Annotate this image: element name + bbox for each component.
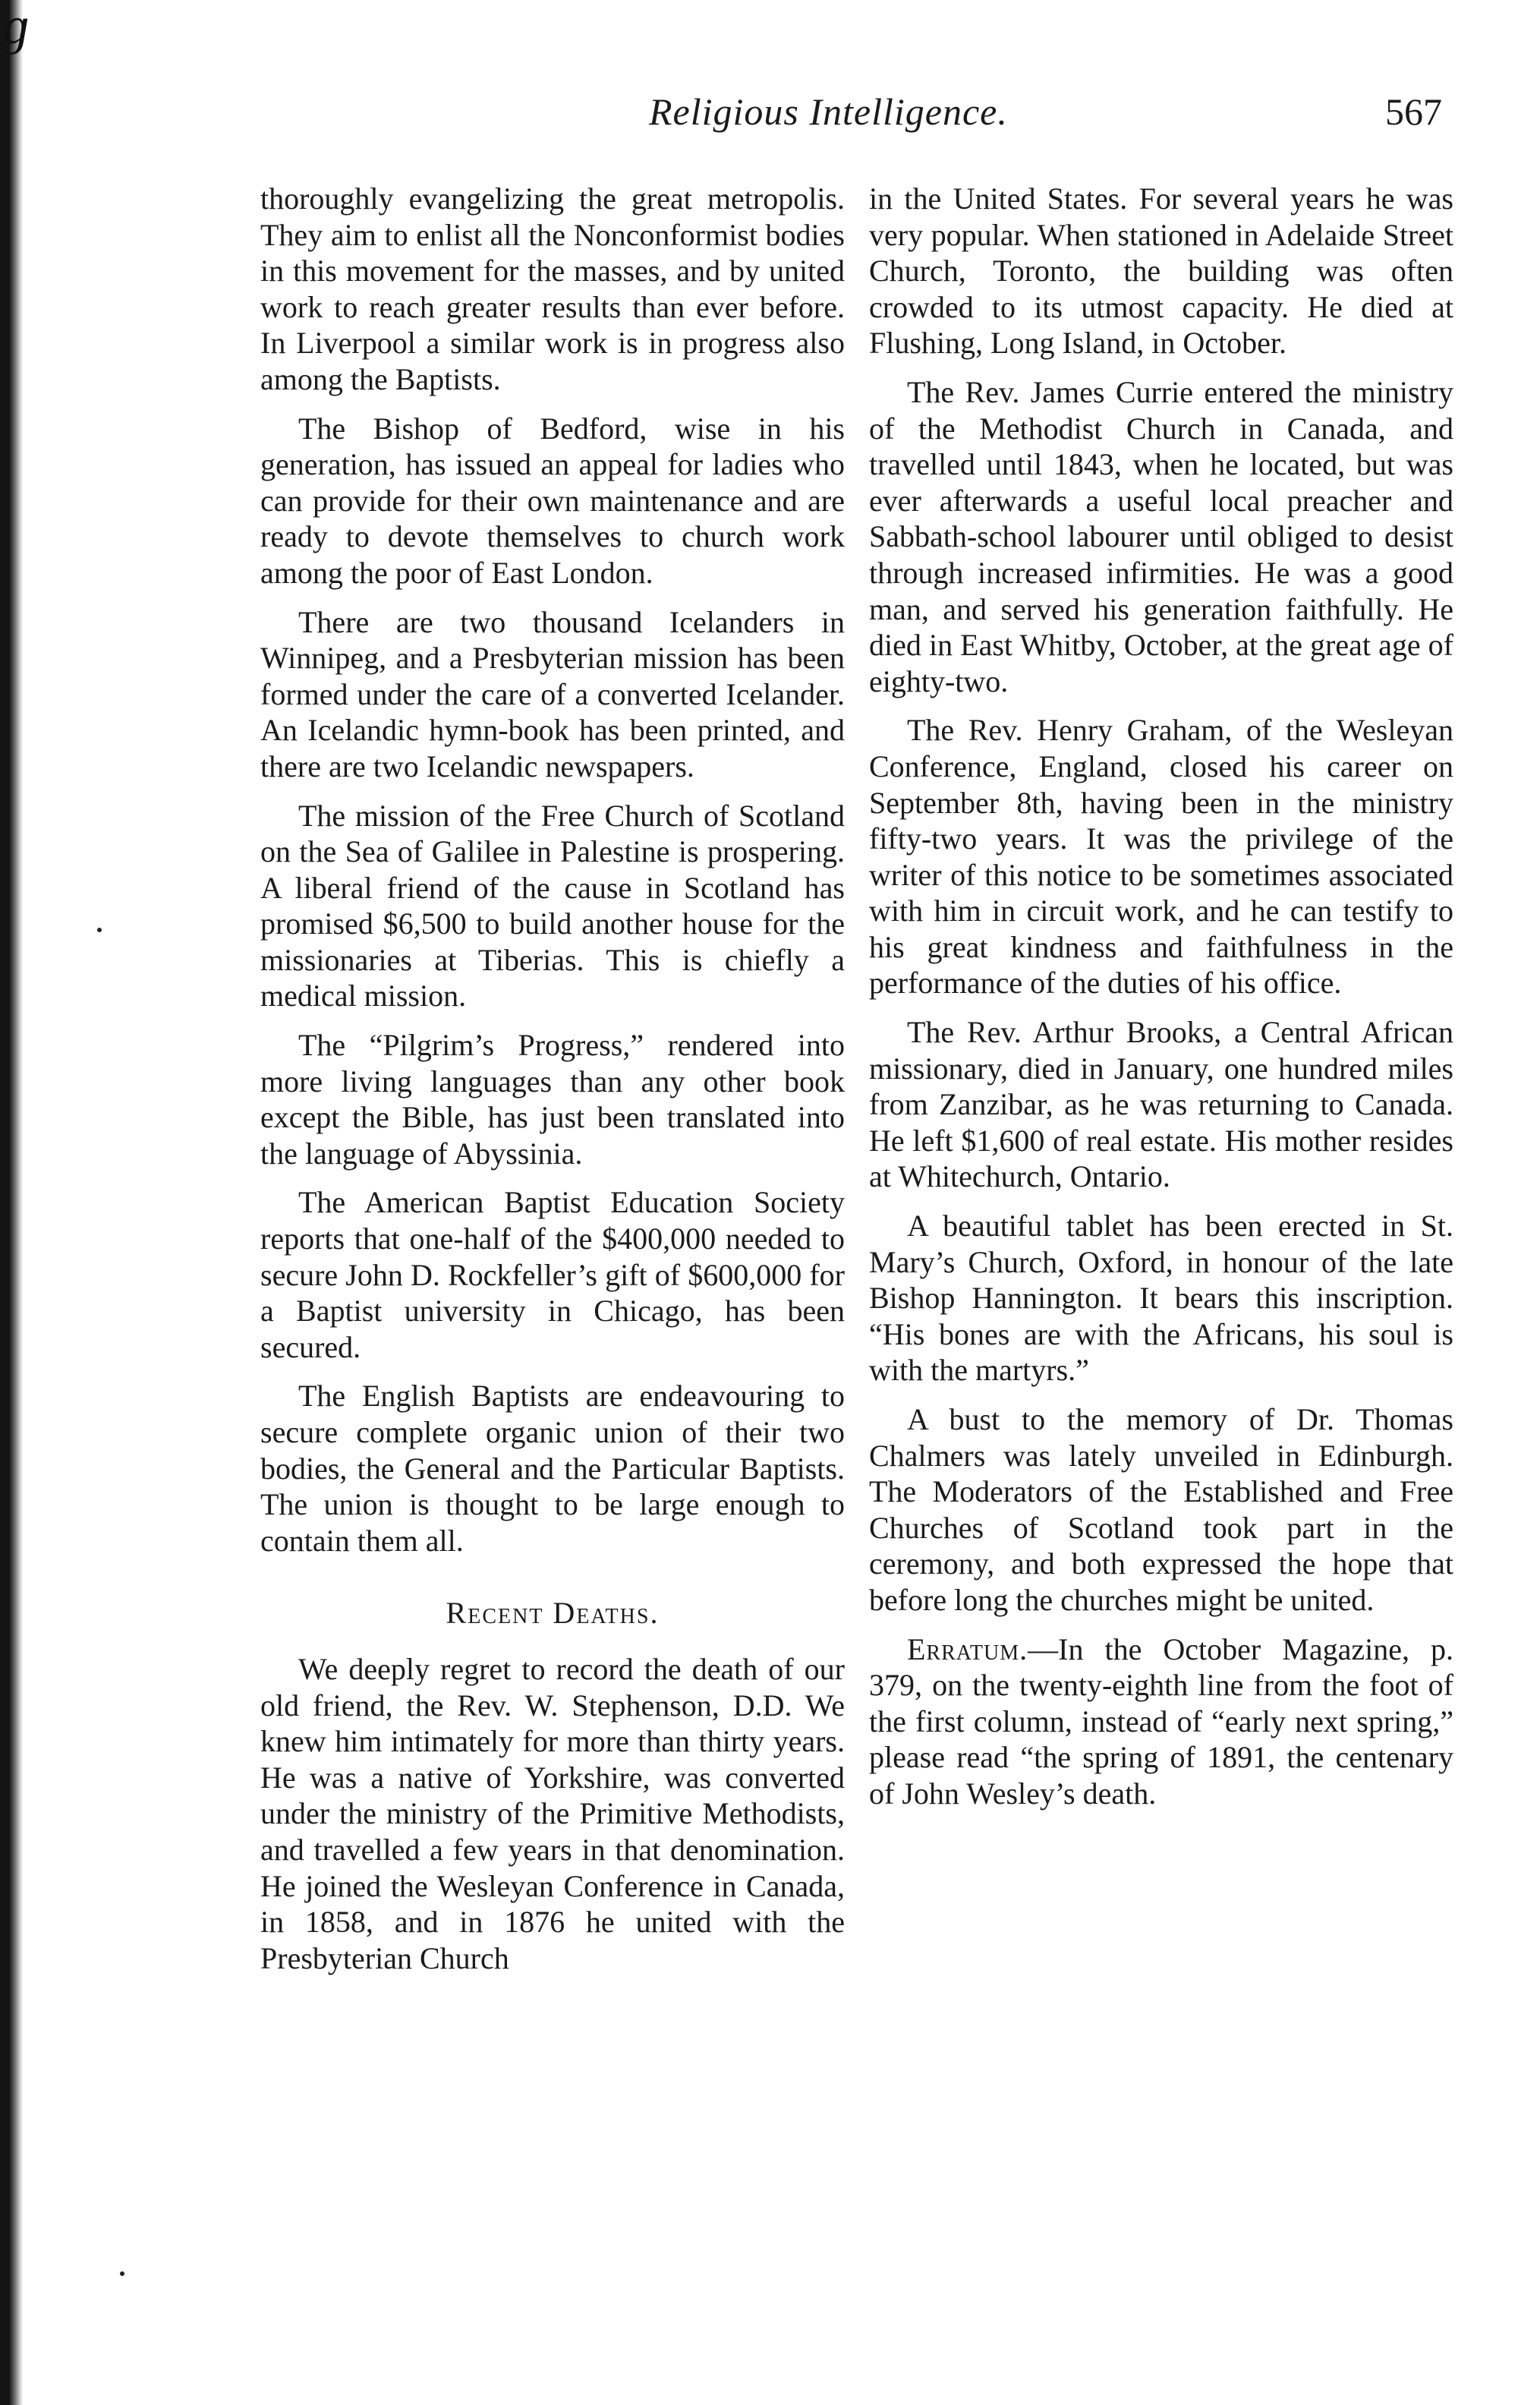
paragraph-stephenson: We deeply regret to record the death of our old friend, the Rev. W. Stephenson, D.D. We knew him intimately for more than thirty years. He was a native of Yorkshire, was converted under the ministry of the Primitive Methodists, and travelled a few years in that denomination. He joined the Wesleyan Conference in Canada, in 1858, and in 1876 he united with the Presbyterian Church [260, 1651, 845, 1975]
paragraph-arthur-brooks: The Rev. Arthur Brooks, a Central African missionary, died in January, one hundred miles from Zanzibar, as he was returning to Canada. He left $1,600 of real estate. His mother resides at Whitechurch, Ontario. [869, 1015, 1453, 1194]
erratum-label: Erratum. [907, 1631, 1028, 1666]
paragraph-english-baptists: The English Baptists are endeavouring to secure complete organic union of their two bodies, the General and the Particular Baptists. The union is thought to be large enough to contain them all. [260, 1379, 845, 1558]
section-heading-recent-deaths: Recent Deaths. [446, 1596, 660, 1631]
paragraph-baptist-education: The American Baptist Education Society reports that one-half of the $400,000 needed to secure John D. Rockfeller’s gift of $600,000 for a Baptist university in Chicago, has been secured. [260, 1185, 845, 1364]
paragraph-free-church-galilee: The mission of the Free Church of Scotland on the Sea of Galilee in Palestine is prospering. A liberal friend of the cause in Scotland has promised $6,500 to build another house for the missionaries at Tiberias. This is chiefly a medical mission. [260, 798, 845, 1013]
paragraph-icelanders: There are two thousand Icelanders in Winnipeg, and a Presbyterian mission has been formed under the care of a converted Icelander. An Icelandic hymn-book has been printed, and there are two Icelandic newspapers. [260, 604, 845, 783]
left-column [260, 181, 845, 1989]
running-title: Religious Intelligence. [649, 90, 1008, 133]
paragraph-pilgrims-progress: The “Pilgrim’s Progress,” rendered into more living languages than any other book except the Bible, has just been translated into the language of Abyssinia. [260, 1028, 845, 1171]
paragraph-stephenson-continued: in the United States. For several years he was very popular. When stationed in Adelaide Street Church, Toronto, the building was often crowded to its utmost capacity. He died at Flushing, Long Island, in October. [869, 181, 1453, 361]
paragraph-chalmers-bust: A bust to the memory of Dr. Thomas Chalmers was lately unveiled in Edinburgh. The Moderators of the Established and Free Churches of Scotland took part in the ceremony, and both expressed the hope that before long the churches might be united. [869, 1402, 1453, 1617]
paragraph-james-currie: The Rev. James Currie entered the ministry of the Methodist Church in Canada, and travelled until 1843, when he located, but was ever afterwards a useful local preacher and Sabbath-school labourer until obliged to desist through increased infirmities. He was a good man, and served his generation faithfully. He died in East Whitby, October, at the great age of eighty-two. [869, 374, 1453, 698]
print-speck [97, 928, 102, 932]
paragraph-hannington-tablet: A beautiful tablet has been erected in St. Mary’s Church, Oxford, in honour of the late Bishop Hannington. It bears this inscription. “His bones are with the Africans, his soul is with the martyrs.” [869, 1209, 1453, 1388]
page-binding-edge [0, 0, 23, 2405]
paragraph-metropolis: thoroughly evangelizing the great metropolis. They aim to enlist all the Nonconformist bodies in this movement for the masses, and by united work to reach greater results than ever before. In Liverpool a similar work is in progress also among the Baptists. [260, 181, 845, 396]
running-head [258, 90, 1442, 150]
print-speck [120, 2271, 124, 2276]
paragraph-erratum [869, 1631, 1453, 1812]
right-column [869, 181, 1453, 1825]
page-number: 567 [1385, 90, 1442, 133]
paragraph-henry-graham: The Rev. Henry Graham, of the Wesleyan Conference, England, closed his career on September 8th, having been in the ministry fifty-two years. It was the privilege of the writer of this notice to be sometimes associated with him in circuit work, and he can testify to his great kindness and faithfulness in the performance of the duties of his office. [869, 713, 1453, 1001]
corner-mark: ɡ [3, 0, 30, 55]
erratum-text: —In the October Magazine, p. 379, on the twenty-eighth line from the foot of the first column, instead of “early next spring,” please read “the spring of 1891, the centenary of John Wesley’s death. [869, 1631, 1453, 1811]
paragraph-bishop-bedford: The Bishop of Bedford, wise in his generation, has issued an appeal for ladies who can provide for their own maintenance and are ready to devote themselves to church work among the poor of East London. [260, 411, 845, 590]
